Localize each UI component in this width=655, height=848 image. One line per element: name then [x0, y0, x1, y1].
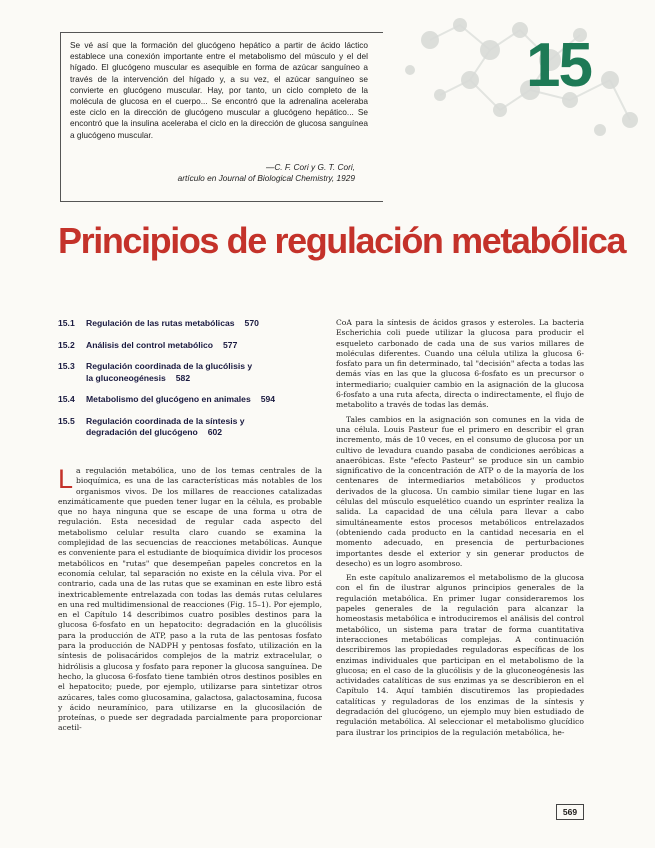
body-paragraph: a regulación metabólica, uno de los temas centrales de la bioquímica, es una de las características más notables de los organismos vivos. De los millares de reacciones catalizadas enzimáticamente que pueden tener lugar en la célula, es probable que no haya ninguna que se escape de una forma u otra de regulación. Esta necesidad de regular cada aspecto del metabolismo celular resulta claro cuando se examina la complejidad de las secuencias de reacciones metabólicas. Aunque es conveniente para el estudiante de bioquímica dividir los procesos metabólicos en "rutas" que desempeñan papeles concretos en la economía celular, tal separación no existe en la célula viva. Por el contrario, cada una de las rutas que se examinan en este libro está inextricablemente entrelazada con todas las demás rutas celulares en una red multidimensional de reacciones (Fig. 15–1). Por ejemplo, en el Capítulo 14 describimos cuatro posibles destinos para la glucosa 6-fosfato en un hepatocito: degradación en la glucólisis para la producción de ATP, paso a la ruta de las pentosas fosfato para la producción de NADPH y pentosas fosfato, utilización en la síntesis de polisacáridos complejos de la matriz extracelular, o hidrólisis a glucosa y fosfato para reponer la glucosa sanguínea. De hecho, la glucosa 6-fosfato tiene también otros destinos posibles en el hepatocito; puede, por ejemplo, utilizarse para sintetizar otros azúcares, tales como glucosamina, galactosa, galactosamina, fucosa y ácido neuramínico, para utilizarse en la glucosilación de proteínas, o puede ser degradada parcialmente para proporcionar acetil- [58, 466, 322, 733]
toc-item[interactable] [58, 416, 328, 439]
chapter-title: Principios de regulación metabólica [58, 220, 626, 261]
epigraph-attribution [55, 162, 355, 184]
drop-cap: L [58, 464, 74, 494]
epigraph [70, 40, 368, 141]
epigraph-text: Se vé así que la formación del glucógeno hepático a partir de ácido láctico establece una conexión importante entre el metabolismo del músculo y el del hígado. El glucógeno muscular es asequible en forma de azúcar sanguíneo a través de la intervención del hígado y, a su vez, el azúcar sanguíneo se convierte en glucógeno muscular. Hay, por tanto, un ciclo completo de la molécula de glucosa en el cuerpo... Se encontró que la adrenalina aceleraba este ciclo en la dirección de glucógeno muscular a glucógeno hepático... Se encontró que la insulina aceleraba el ciclo en la dirección de glucosa sanguínea a glucógeno muscular. [70, 40, 368, 140]
toc-item[interactable] [58, 340, 328, 352]
toc-page: 582 [175, 372, 191, 383]
epigraph-source: artículo en Journal of Biological Chemistry, 1929 [177, 173, 355, 183]
body-paragraph: Tales cambios en la asignación son comunes en la vida de una célula. Louis Pasteur fue el primero en describir el gran incremento, más de 10 veces, en el consumo de glucosa por un cultivo de levadura cuando pasaba de condiciones aeróbicas a anaeróbicas. Este "efecto Pasteur" se produce sin un cambio significativo de la concentración de ATP o de la mayoría de los centenares de intermediarios metabólicos y productos derivados de la glucosa. Un cambio similar tiene lugar en las células del músculo esquelético cuando un esprínter realiza la salida. La capacidad de una célula para llevar a cabo simultáneamente estos procesos metabólicos entrelazados (obteniendo cada producto en la cantidad necesaria en el momento adecuado, en presencia de perturbaciones importantes desde el exterior y sin generar productos de desecho) es un logro asombroso. [336, 414, 584, 568]
body-paragraph: En este capítulo analizaremos el metabolismo de la glucosa con el fin de ilustrar algunos principios generales de la regulación metabólica. En primer lugar consideraremos los papeles generales de la regulación para alcanzar la homeostasis metabólica e introduciremos el análisis del control metabólico, un sistema para tratar de forma cuantitativa interacciones metabólicas complejas. A continuación describiremos las propiedades reguladoras específicas de los enzimas individuales que participan en el metabolismo de la glucosa; en el caso de la glucólisis y de la gluconeogénesis las actividades catalíticas de sus enzimas ya se describieron en el Capítulo 14. Aquí también discutiremos las propiedades catalíticas y reguladoras de los enzimas de la síntesis y degradación del glucógeno, un ejemplo muy bien estudiado de regulación metabólica. Al seleccionar el metabolismo glucídico para ilustrar los principios de la regulación metabólica, he- [336, 573, 584, 737]
body-column-right [336, 318, 584, 742]
toc-number: 15.5 [58, 415, 75, 426]
molecular-decoration [370, 0, 655, 150]
toc-title: Regulación coordinada de la síntesis y degradación del glucógeno [86, 415, 245, 437]
toc-title: Metabolismo del glucógeno en animales [86, 394, 251, 404]
toc-title: Regulación de las rutas metabólicas [86, 318, 235, 328]
toc-number: 15.2 [58, 339, 75, 350]
chapter-number: 15 [526, 31, 591, 100]
toc-number: 15.3 [58, 361, 75, 371]
toc-item[interactable] [58, 394, 328, 406]
toc-page: 594 [260, 394, 276, 404]
toc-item[interactable] [58, 361, 328, 384]
epigraph-authors: —C. F. Cori y G. T. Cori, [266, 162, 355, 172]
toc-page: 577 [223, 339, 238, 350]
body-paragraph: CoA para la síntesis de ácidos grasos y esteroles. La bacteria Escherichia coli puede utilizar la glucosa para producir el esqueleto carbonado de cada una de sus varios millares de moléculas diferentes. Cuando una célula utiliza la glucosa 6-fosfato para un fin determinado, tal "decisión" afecta a todas las demás vías en las que la glucosa 6-fosfato es un precursor o intermediario; cualquier cambio en la asignación de la glucosa 6-fosfato a una ruta afecta, directa o indirectamente, el flujo de metabolito a través de todas las demás. [336, 318, 584, 410]
toc-number: 15.4 [58, 394, 75, 404]
table-of-contents [58, 318, 328, 449]
toc-page: 570 [244, 318, 259, 328]
body-column-left [58, 466, 322, 738]
toc-item[interactable] [58, 318, 328, 330]
toc-title: Regulación coordinada de la glucólisis y la gluconeogénesis [86, 361, 253, 383]
page-number: 569 [556, 804, 584, 820]
toc-page: 602 [207, 427, 223, 437]
toc-title: Análisis del control metabólico [86, 339, 214, 350]
toc-number: 15.1 [58, 318, 75, 328]
